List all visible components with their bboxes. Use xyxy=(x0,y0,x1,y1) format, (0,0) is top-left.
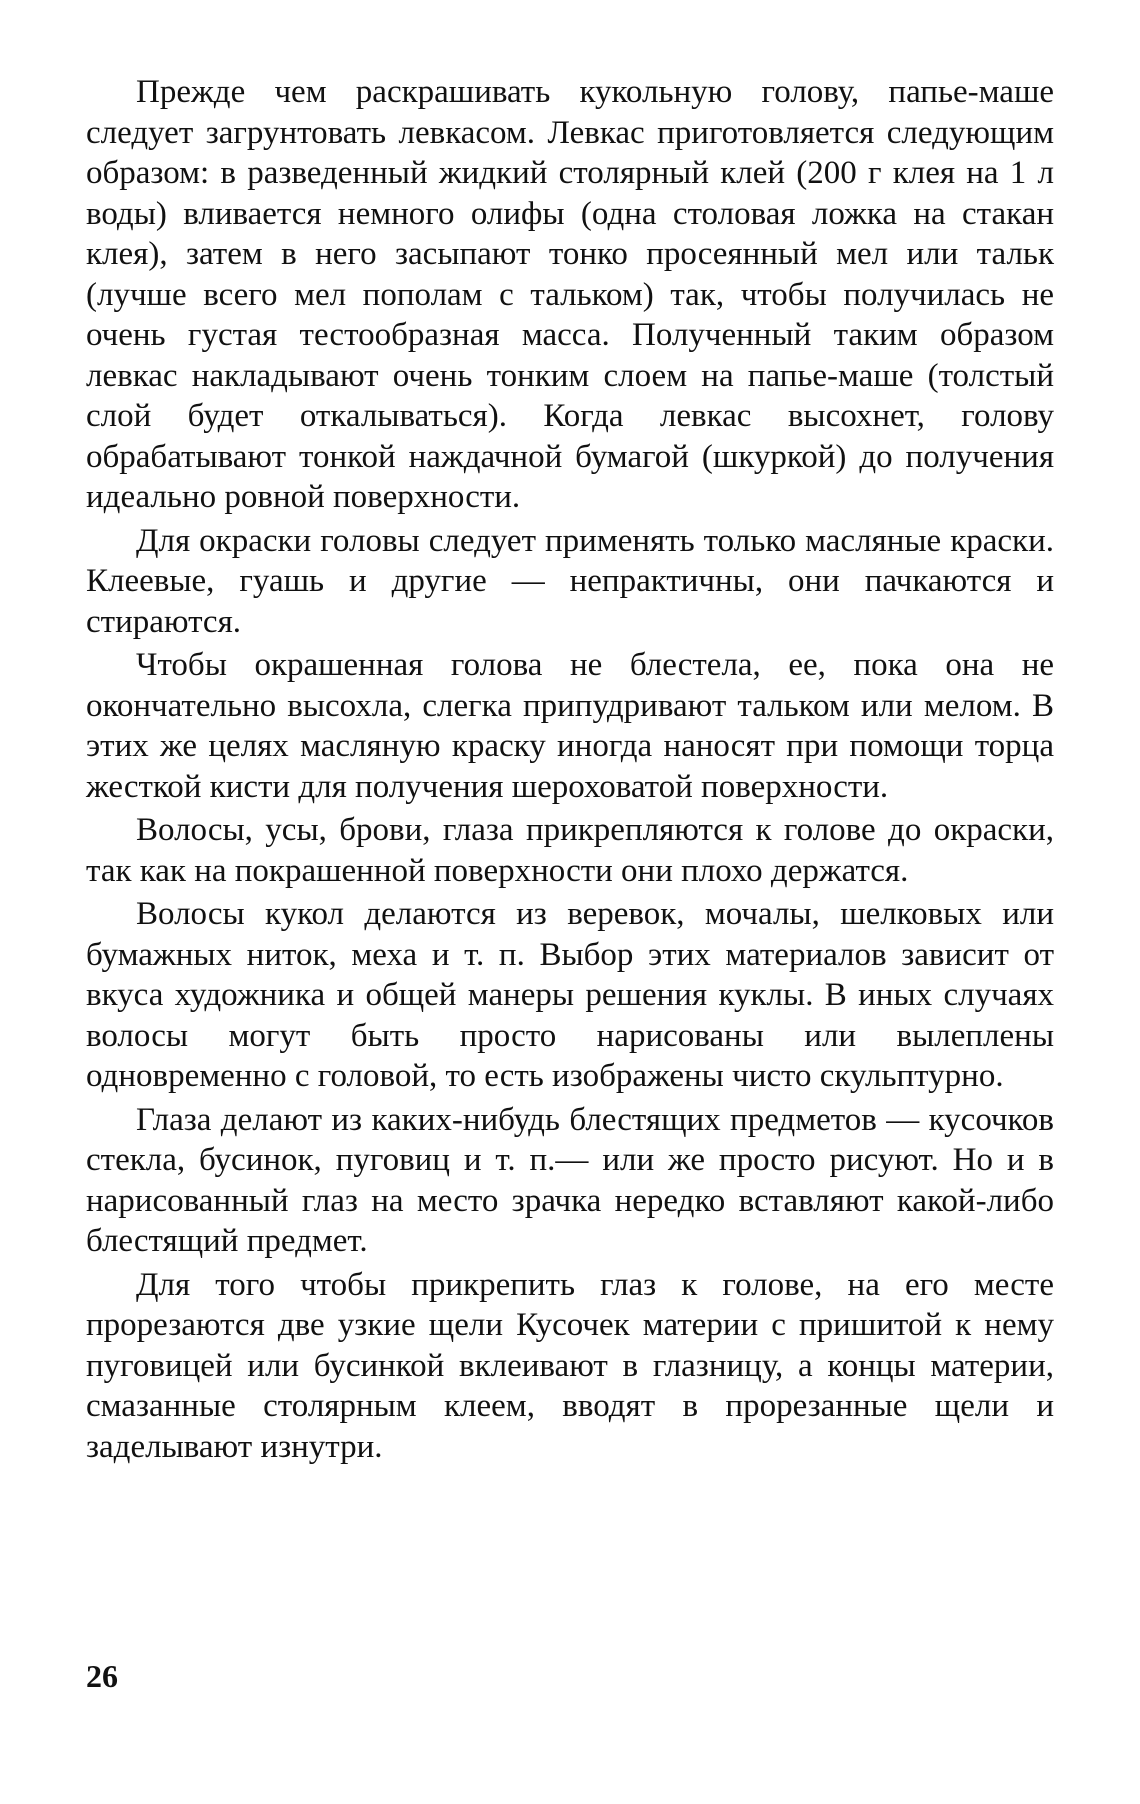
paragraph-attach-before-paint: Волосы, усы, брови, глаза прикрепляются к голове до окраски, так как на покрашенной поверхности они плохо держатся. xyxy=(86,812,1054,889)
page-body xyxy=(86,72,1054,1470)
paragraph-hair: Волосы кукол делаются из веревок, мочалы, шелковых или бумажных ниток, меха и т. п. Выбор этих материалов зависит от вкуса художника и общей манеры решения куклы. В иных случаях волосы могут быть просто нарисованы или вылеплены одновременно с головой, то есть изображены чисто скульптурно. xyxy=(86,896,1054,1094)
paragraph-eye-attachment: Для того чтобы прикрепить глаз к голове, на его месте прорезаются две узкие щели Кусочек материи с пришитой к нему пуговицей или бусинкой вклеивают в глазницу, а концы материи, смазанные столярным клеем, вводят в прорезанные щели и заделывают изнутри. xyxy=(86,1266,1054,1465)
page-number: 26 xyxy=(86,1658,118,1694)
paragraph-eyes: Глаза делают из каких-нибудь блестящих предметов — кусочков стекла, бусинок, пуговиц и т. п.— или же просто рисуют. Но и в нарисованный глаз на место зрачка нередко вставляют какой-либо блестящий предмет. xyxy=(86,1101,1054,1259)
paragraph-paints: Для окраски головы следует применять только масляные краски. Клеевые, гуашь и другие — непрактичны, они пачкаются и стираются. xyxy=(86,522,1054,640)
paragraph-levkas: Прежде чем раскрашивать кукольную голову, папье-маше следует загрунтовать левкасом. Левкас приготовляется следующим образом: в разведенный жидкий столярный клей (200 г клея на 1 л воды) вливается немного олифы (одна столовая ложка на стакан клея), затем в него засыпают тонко просеянный мел или тальк (лучше всего мел пополам с тальком) так, чтобы получилась не очень густая тестообразная масса. Полученный таким образом левкас накладывают очень тонким слоем на папье-маше (толстый слой будет откалываться). Когда левкас высохнет, голову обрабатывают тонкой наждачной бумагой (шкуркой) до получения идеально ровной поверхности. xyxy=(86,74,1054,515)
paragraph-matte-finish: Чтобы окрашенная голова не блестела, ее, пока она не окончательно высохла, слегка припудривают тальком или мелом. В этих же целях масляную краску иногда наносят при помощи торца жесткой кисти для получения шероховатой поверхности. xyxy=(86,647,1054,805)
